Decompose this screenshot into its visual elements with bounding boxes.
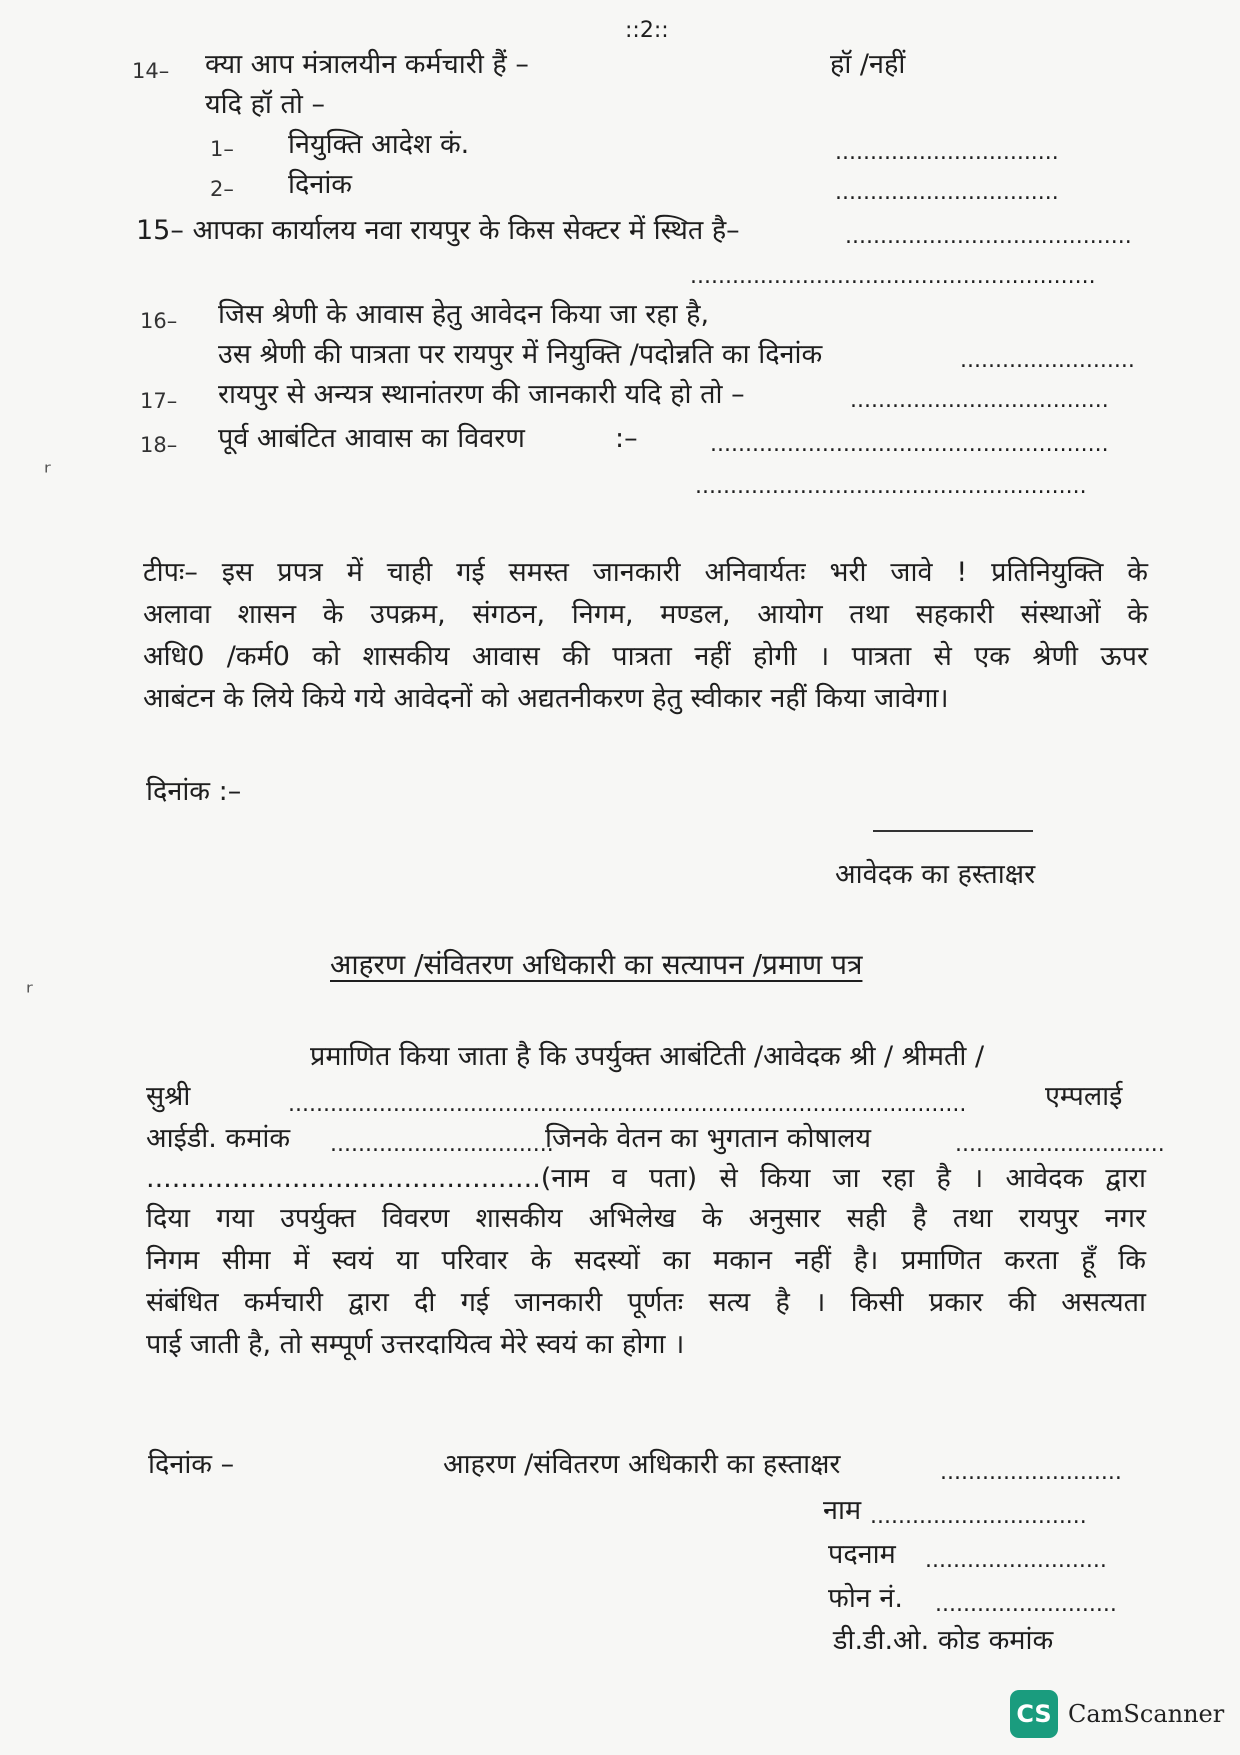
camscanner-watermark bbox=[1010, 1690, 1224, 1738]
item-18-blank-2: ........................................................ bbox=[695, 474, 1087, 499]
item-18-blank-1: ......................................................... bbox=[710, 432, 1109, 457]
certificate-line-7: संबंधित कर्मचारी द्वारा दी गई जानकारी पूर्णतः सत्य है । किसी प्रकार की असत्यता bbox=[146, 1287, 1146, 1318]
item-14-sub1-label: नियुक्ति आदेश कं. bbox=[288, 129, 470, 160]
certificate-line-8: पाई जाती है, तो सम्पूर्ण उत्तरदायित्व मेरे स्वयं का होगा । bbox=[146, 1329, 685, 1360]
item-16-blank: ......................... bbox=[960, 348, 1135, 373]
camscanner-text: CamScanner bbox=[1068, 1700, 1225, 1728]
item-16-line-1: जिस श्रेणी के आवास हेतु आवेदन किया जा रहा है, bbox=[218, 299, 710, 330]
note-line-1: टीपः– इस प्रपत्र में चाही गई समस्त जानकारी अनिवार्यतः भरी जावे ! प्रतिनियुक्ति के bbox=[143, 557, 1148, 588]
item-14-sub1-blank: ................................ bbox=[835, 140, 1059, 165]
officer-designation-label: पदनाम bbox=[828, 1539, 896, 1570]
item-17-number: 17– bbox=[140, 389, 178, 413]
certificate-line-5: दिया गया उपर्युक्त विवरण शासकीय अभिलेख के अनुसार सही है तथा रायपुर नगर bbox=[146, 1203, 1146, 1234]
item-14-question: क्या आप मंत्रालयीन कर्मचारी हैं – bbox=[205, 49, 529, 80]
item-17-text: रायपुर से अन्यत्र स्थानांतरण की जानकारी यदि हो तो – bbox=[218, 379, 745, 410]
officer-phone-blank: .......................... bbox=[935, 1592, 1117, 1617]
item-16-number: 16– bbox=[140, 309, 178, 333]
item-14-sub2-label: दिनांक bbox=[288, 169, 353, 200]
note-line-3: अधि0 /कर्म0 को शासकीय आवास की पात्रता नहीं होगी । पात्रता से एक श्रेणी ऊपर bbox=[143, 641, 1148, 672]
page-number: ::2:: bbox=[625, 18, 669, 43]
certificate-line-3-mid: जिनके वेतन का भुगतान कोषालय bbox=[545, 1123, 872, 1154]
certificate-line-2-start: सुश्री bbox=[146, 1081, 191, 1112]
certificate-line-6: निगम सीमा में स्वयं या परिवार के सदस्यों का मकान नहीं है। प्रमाणित करता हूँ कि bbox=[146, 1245, 1146, 1276]
certificate-line-3-blank-2: .............................. bbox=[955, 1132, 1165, 1157]
applicant-signature-label: आवेदक का हस्ताक्षर bbox=[835, 859, 1036, 890]
margin-mark: ʳ bbox=[26, 978, 33, 1008]
item-15-text: 15– आपका कार्यालय नवा रायपुर के किस सेक्टर में स्थित है– bbox=[136, 215, 740, 246]
certificate-line-4: ..............................................(नाम व पता) से किया जा रहा है । आवेदक द्वारा bbox=[146, 1163, 1146, 1194]
note-line-4: आबंटन के लिये किये गये आवेदनों को अद्यतनीकरण हेतु स्वीकार नहीं किया जावेगा। bbox=[143, 683, 949, 714]
item-14-sub1-number: 1– bbox=[210, 137, 234, 161]
certificate-line-3-start: आईडी. कमांक bbox=[146, 1123, 291, 1154]
certificate-line-1: प्रमाणित किया जाता है कि उपर्युक्त आबंटिती /आवेदक श्री / श्रीमती / bbox=[310, 1041, 985, 1072]
officer-date-label: दिनांक – bbox=[148, 1449, 235, 1480]
item-18-colon: :– bbox=[615, 423, 638, 454]
item-15-blank-1: ......................................... bbox=[845, 224, 1132, 249]
officer-signature-blank: .......................... bbox=[940, 1460, 1122, 1485]
margin-mark: ʳ bbox=[44, 458, 51, 488]
item-18-number: 18– bbox=[140, 433, 178, 457]
certificate-title: आहरण /संवितरण अधिकारी का सत्यापन /प्रमाण पत्र bbox=[330, 948, 863, 981]
item-18-text: पूर्व आबंटित आवास का विवरण bbox=[218, 423, 525, 454]
item-15-blank-2: .......................................................... bbox=[690, 264, 1096, 289]
certificate-line-2-blank: ................................................................................................. bbox=[288, 1092, 967, 1117]
item-17-blank: ..................................... bbox=[850, 388, 1109, 413]
officer-name-label: नाम bbox=[823, 1495, 862, 1526]
officer-phone-label: फोन नं. bbox=[828, 1583, 903, 1614]
applicant-date-label: दिनांक :– bbox=[146, 776, 242, 807]
item-14-sub2-blank: ................................ bbox=[835, 180, 1059, 205]
officer-ddo-label: डी.डी.ओ. कोड कमांक bbox=[833, 1625, 1054, 1656]
applicant-signature-line bbox=[873, 830, 1033, 832]
certificate-line-3-blank: ................................ bbox=[330, 1132, 554, 1157]
item-14-if-yes: यदि हॉ तो – bbox=[205, 89, 325, 120]
officer-name-blank: ............................... bbox=[870, 1504, 1087, 1529]
certificate-line-2-end: एम्पलाई bbox=[1045, 1081, 1123, 1112]
item-14-sub2-number: 2– bbox=[210, 177, 234, 201]
item-14-answer: हॉ /नहीं bbox=[830, 49, 906, 80]
item-14-number: 14– bbox=[132, 59, 170, 83]
camscanner-logo-icon: CS bbox=[1010, 1690, 1058, 1738]
item-16-line-2: उस श्रेणी की पात्रता पर रायपुर में नियुक्ति /पदोन्नति का दिनांक bbox=[218, 339, 823, 370]
note-line-2: अलावा शासन के उपक्रम, संगठन, निगम, मण्डल, आयोग तथा सहकारी संस्थाओं के bbox=[143, 599, 1148, 630]
officer-designation-blank: .......................... bbox=[925, 1548, 1107, 1573]
officer-signature-label: आहरण /संवितरण अधिकारी का हस्ताक्षर bbox=[443, 1449, 841, 1480]
